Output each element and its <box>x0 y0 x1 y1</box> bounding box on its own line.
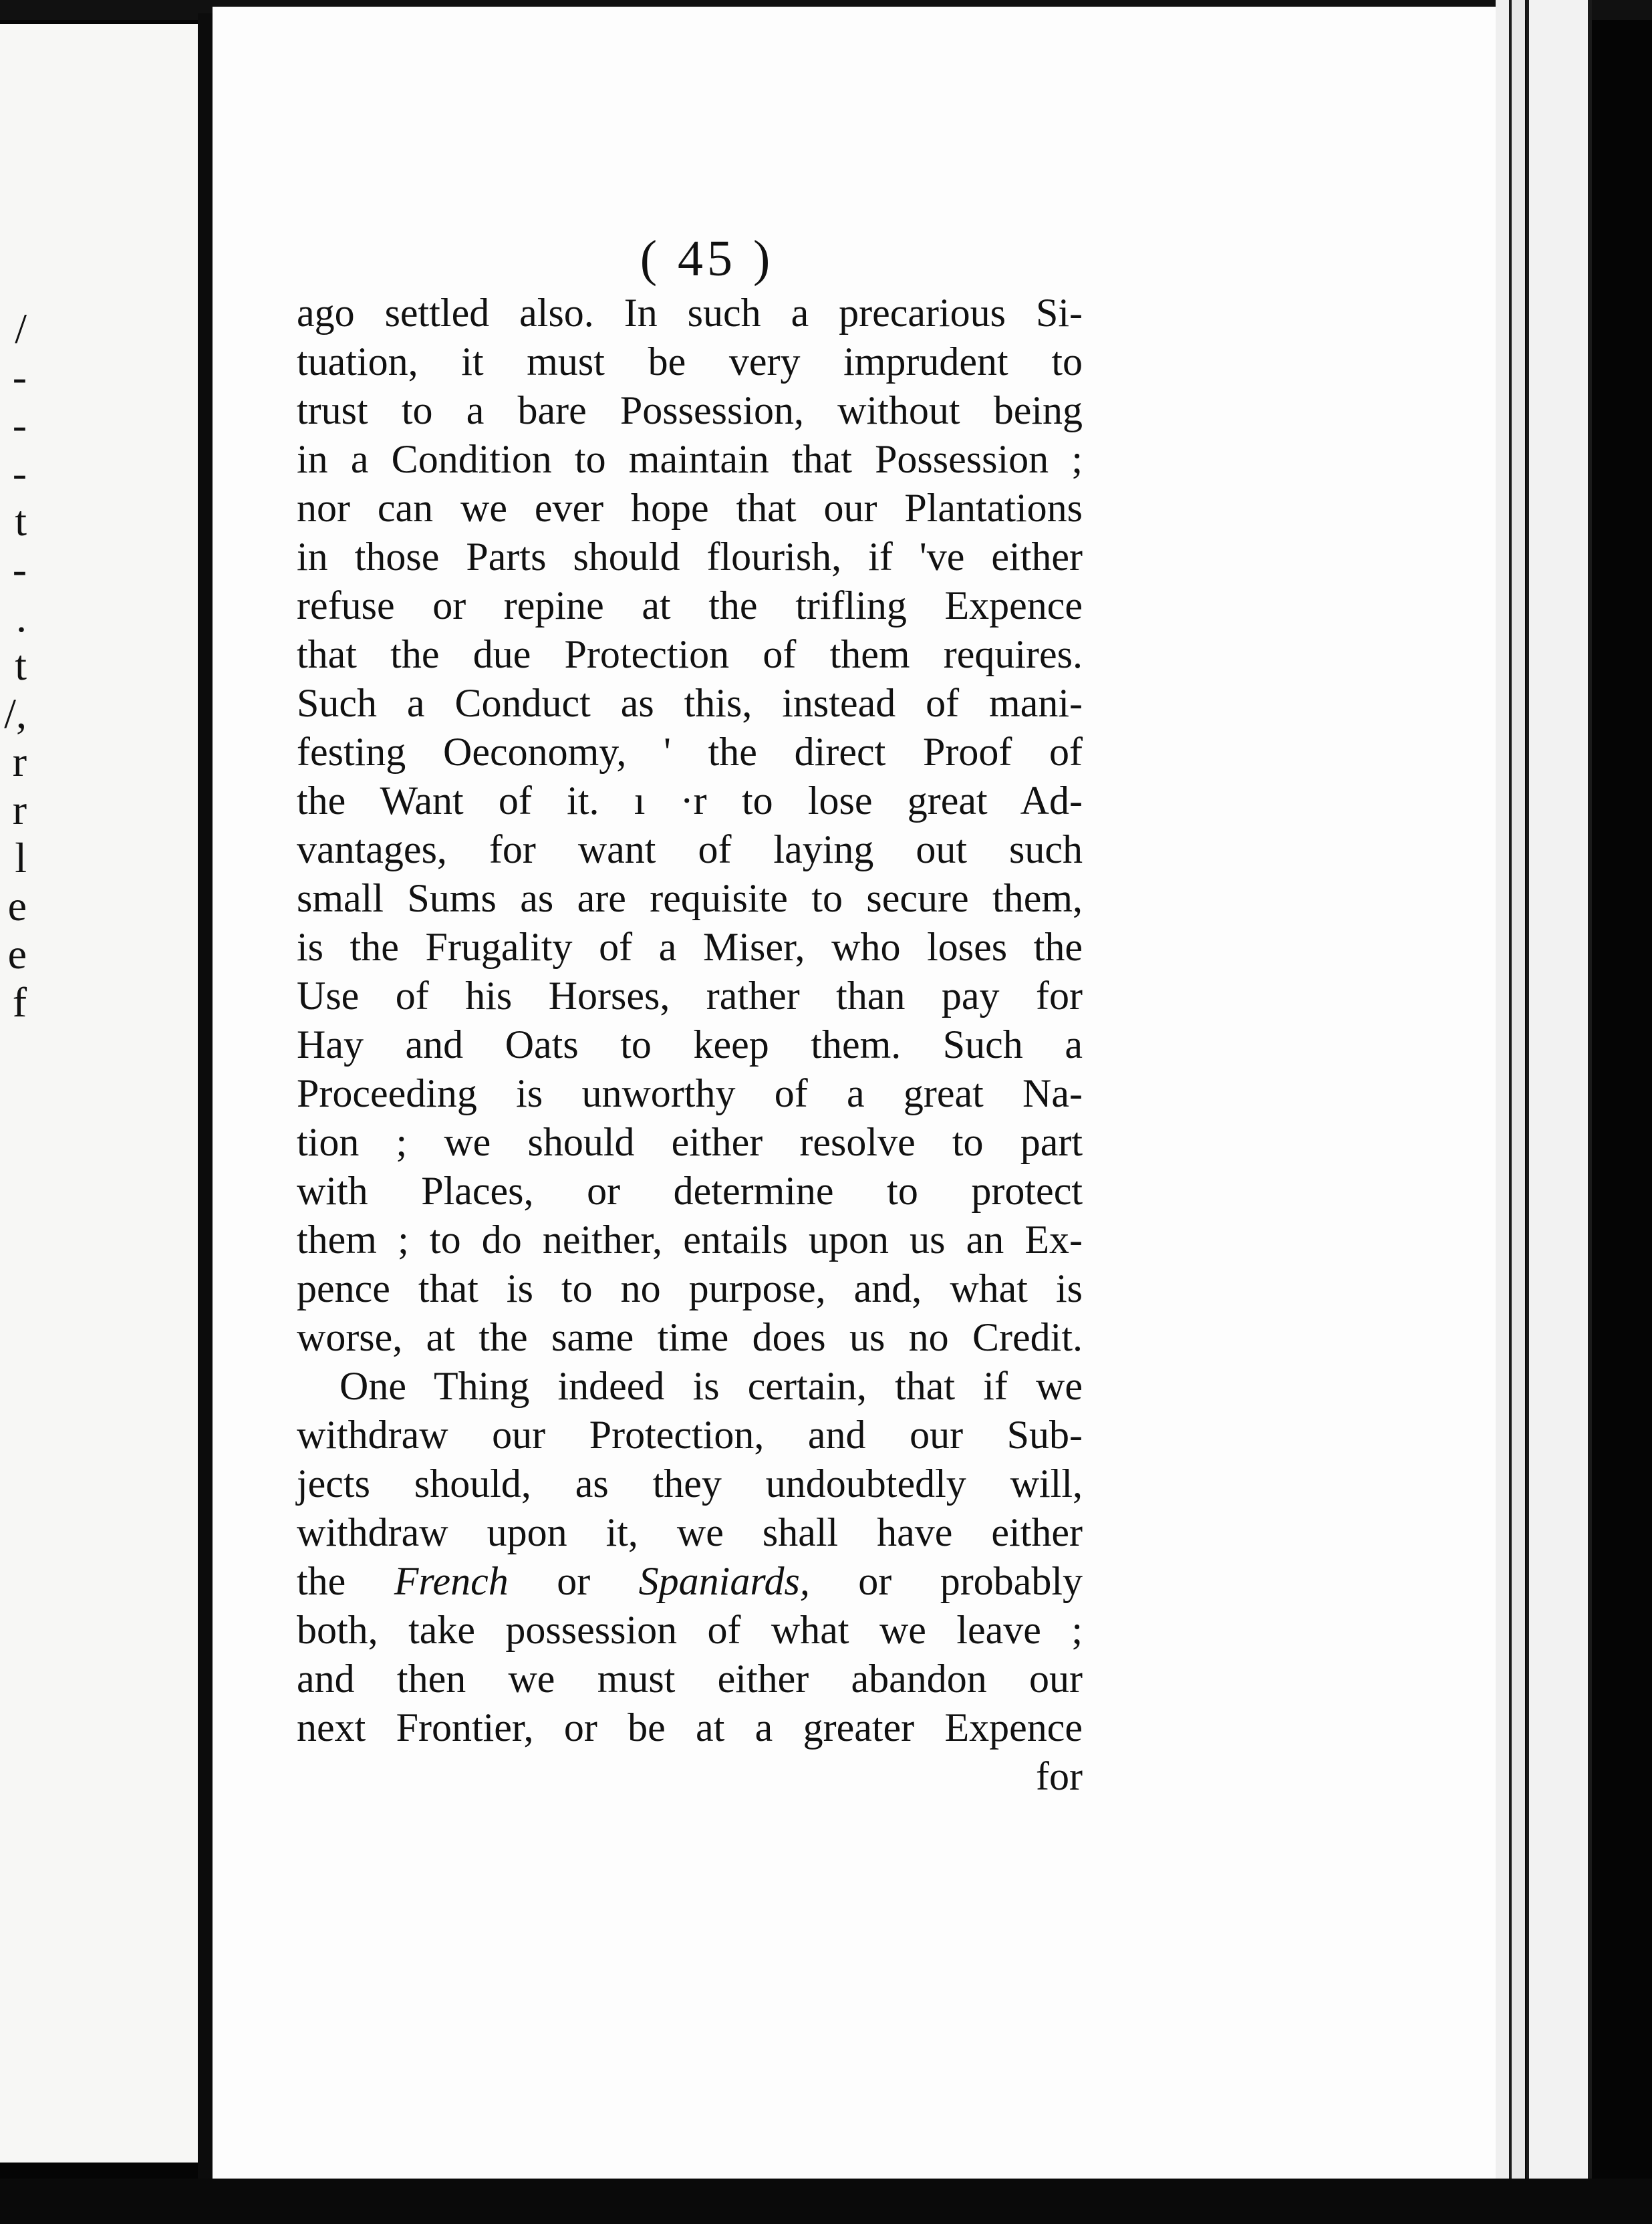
text-line: that the due Protection of them requires. <box>297 632 1083 676</box>
catchword: for <box>1036 1754 1083 1798</box>
text-line: next Frontier, or be at a greater Expence <box>297 1705 1083 1750</box>
text-line: in a Condition to maintain that Possession ; <box>297 437 1083 481</box>
text-line: pence that is to no purpose, and, what is <box>297 1266 1083 1310</box>
text-line: nor can we ever hope that our Plantations <box>297 486 1083 530</box>
text-line: the French or Spaniards, or probably <box>297 1559 1083 1603</box>
text-line: them ; to do neither, entails upon us an Ex- <box>297 1218 1083 1262</box>
page-edge <box>1529 0 1589 2185</box>
text-line: small Sums as are requisite to secure them, <box>297 876 1083 920</box>
text-line: ago settled also. In such a precarious Si- <box>297 291 1083 335</box>
body-text <box>297 289 1083 1801</box>
page-edge-line <box>1509 0 1512 2185</box>
book-gutter <box>198 13 214 2212</box>
facing-page-fragment <box>0 24 202 2163</box>
bottom-scan-border <box>0 2179 1652 2224</box>
text-line: tion ; we should either resolve to part <box>297 1120 1083 1164</box>
italic-word: Spaniards, <box>638 1559 810 1603</box>
text-line: tuation, it must be very imprudent to <box>297 339 1083 384</box>
page-number: ( 45 ) <box>640 231 775 287</box>
text-line: withdraw upon it, we shall have either <box>297 1510 1083 1554</box>
text-line: Use of his Horses, rather than pay for <box>297 974 1083 1018</box>
text-line: with Places, or determine to protect <box>297 1169 1083 1213</box>
text-line: trust to a bare Possession, without being <box>297 388 1083 432</box>
page-edge <box>1512 0 1525 2185</box>
text-line: withdraw our Protection, and our Sub- <box>297 1413 1083 1457</box>
text-line: the Want of it. ı ·r to lose great Ad- <box>297 779 1083 823</box>
page-edge-line <box>1526 0 1529 2185</box>
text-line: Proceeding is unworthy of a great Na- <box>297 1071 1083 1115</box>
text-line: in those Parts should flourish, if 've either <box>297 535 1083 579</box>
page-edge-line <box>1588 0 1592 2185</box>
text-line: and then we must either abandon our <box>297 1657 1083 1701</box>
text-line: jects should, as they undoubtedly will, <box>297 1462 1083 1506</box>
paragraph-continued <box>297 289 1083 1362</box>
italic-word: French <box>394 1559 509 1603</box>
text-line: refuse or repine at the trifling Expence <box>297 583 1083 628</box>
text-line: One Thing indeed is certain, that if we <box>339 1364 1083 1408</box>
text-line: vantages, for want of laying out such <box>297 827 1083 871</box>
text-line: worse, at the same time does us no Credit. <box>297 1315 1083 1359</box>
text-line: festing Oeconomy, ' the direct Proof of <box>297 730 1083 774</box>
paragraph-new <box>297 1362 1083 1557</box>
page-edge <box>1496 0 1509 2185</box>
paragraph-new-continued <box>297 1606 1083 1752</box>
text-line: both, take possession of what we leave ; <box>297 1608 1083 1652</box>
text-line: is the Frugality of a Miser, who loses the <box>297 925 1083 969</box>
text-line: Hay and Oats to keep them. Such a <box>297 1022 1083 1067</box>
facing-page-line-ends: / - - - t - . t /, r r l e e f <box>4 305 27 1026</box>
text-line: Such a Conduct as this, instead of mani- <box>297 681 1083 725</box>
